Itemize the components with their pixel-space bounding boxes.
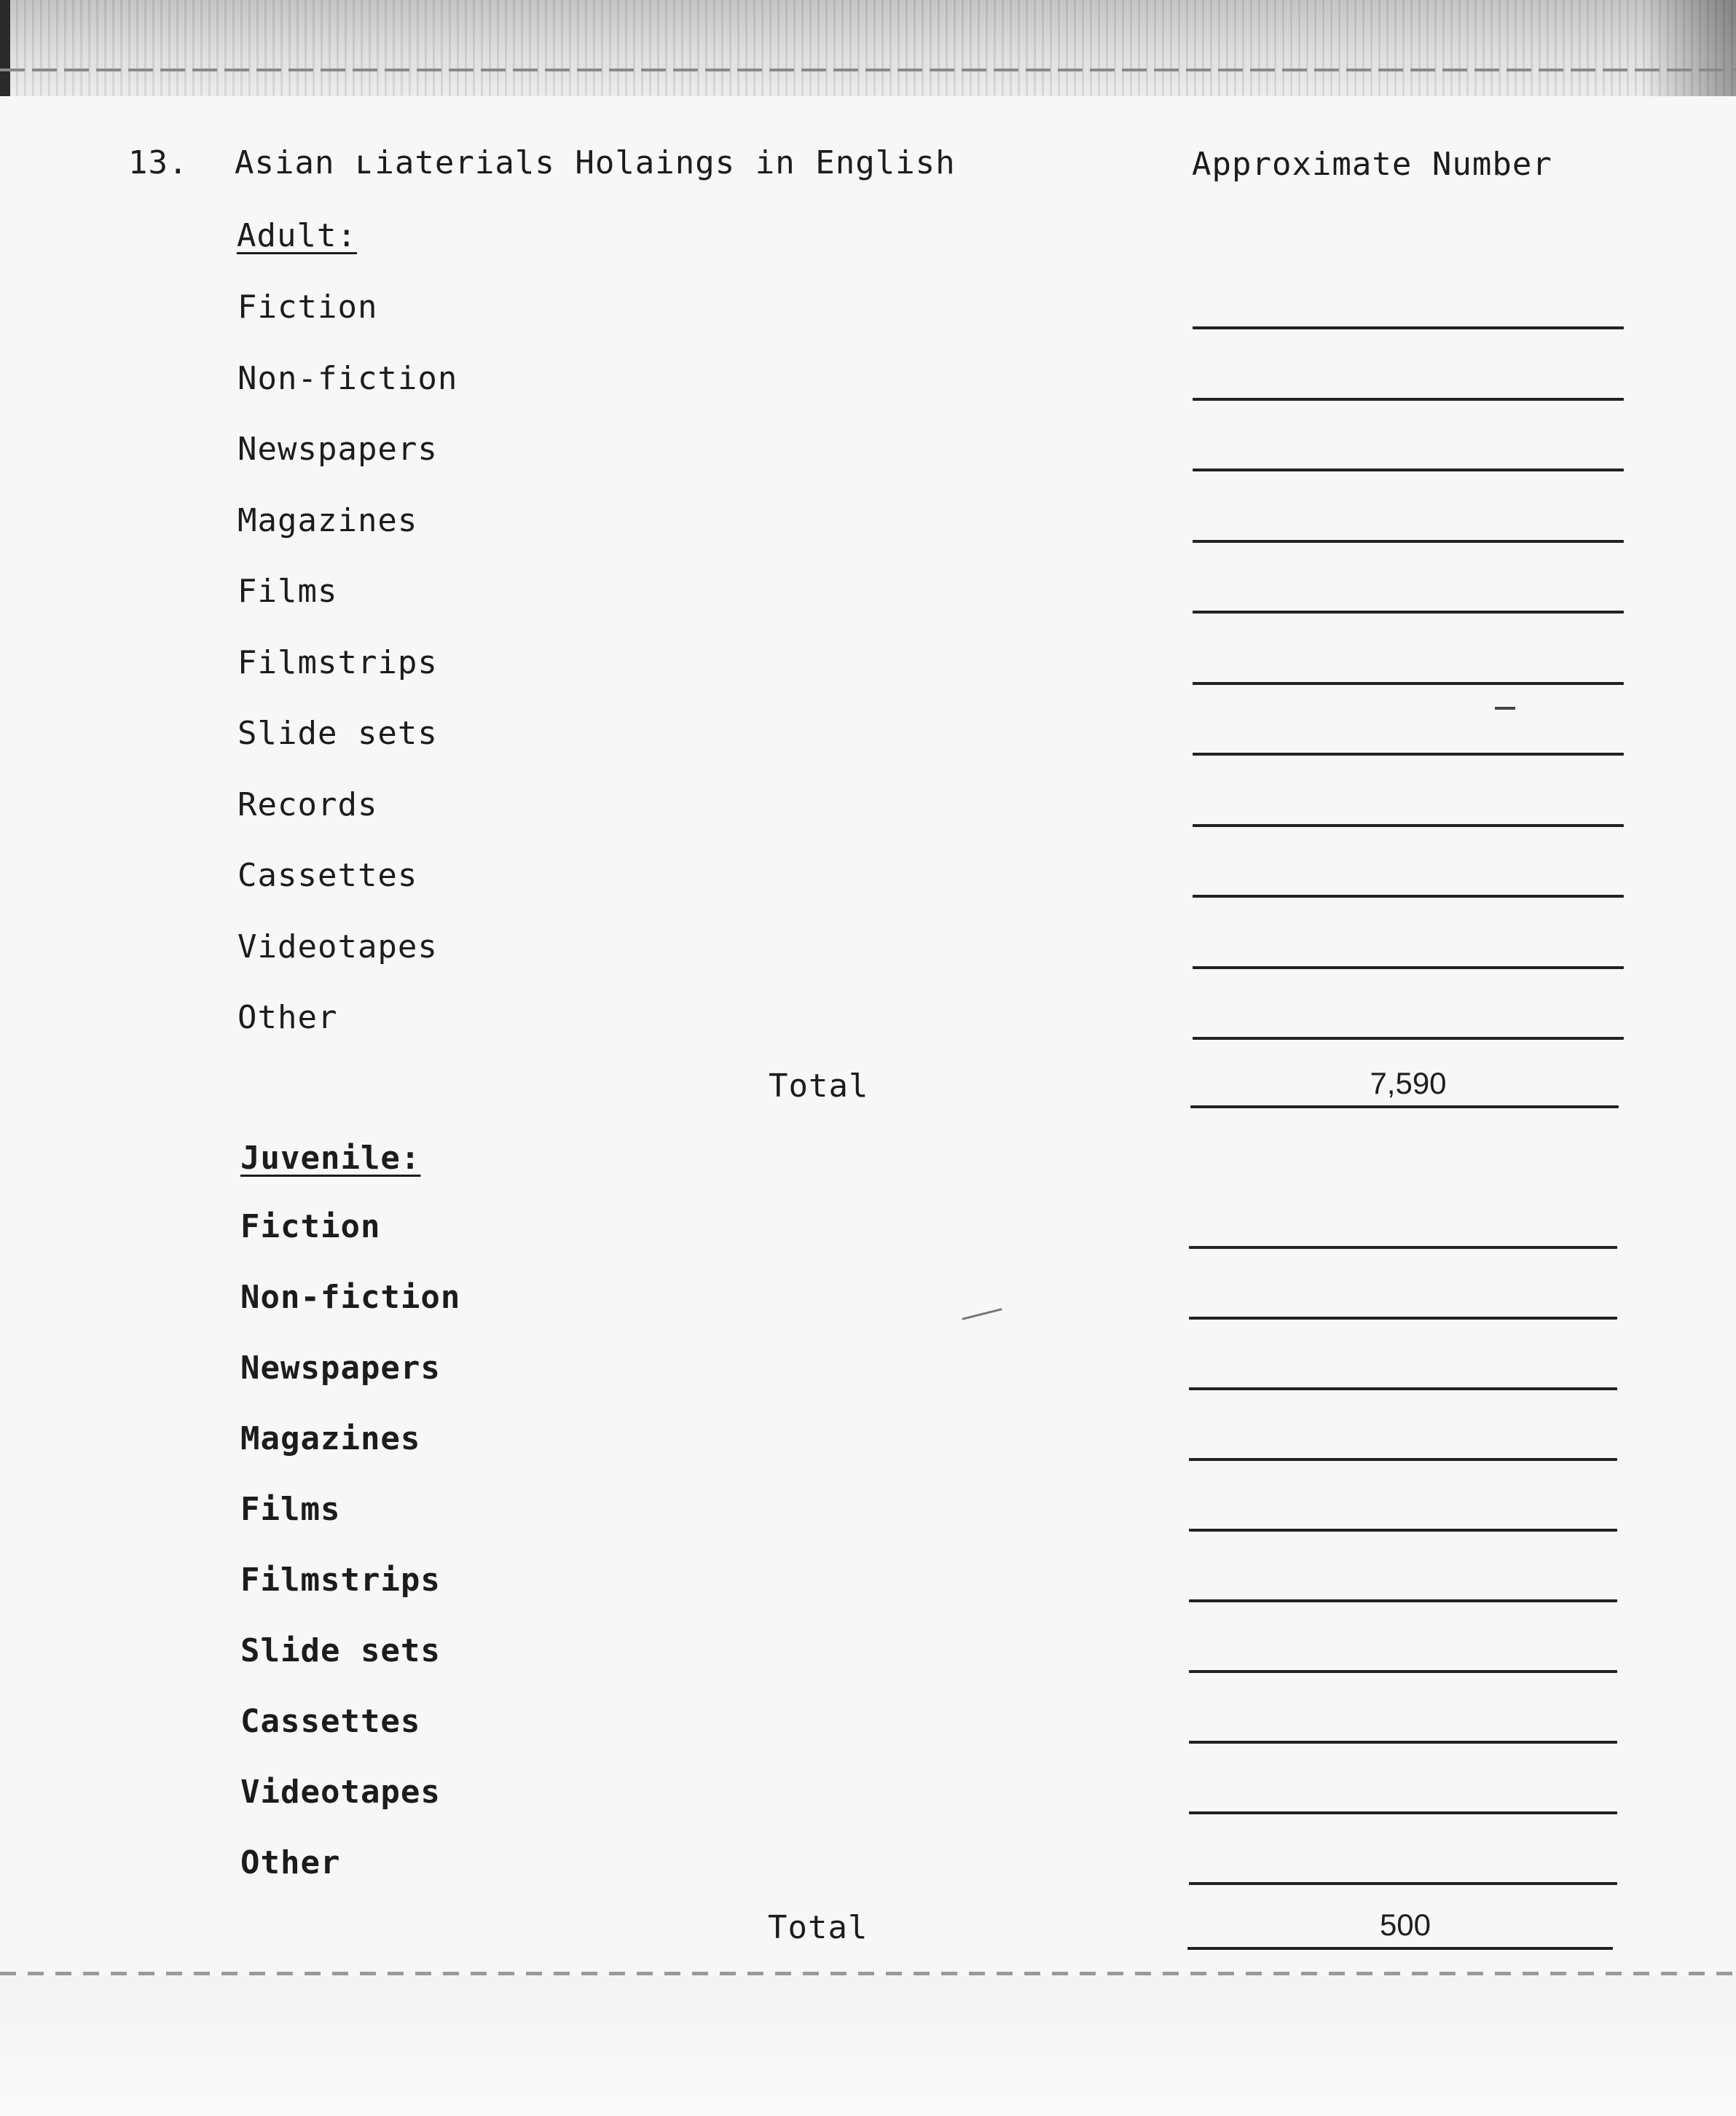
adult-total-label: Total xyxy=(769,1067,869,1105)
adult-item-label-newspapers: Newspapers xyxy=(237,431,438,468)
question-title: Asian ʟiaterials Holaings in English xyxy=(235,144,956,181)
adult-item-line-magazines xyxy=(1193,540,1624,543)
juvenile-item-line-films xyxy=(1189,1529,1617,1532)
adult-item-label-non-fiction: Non-fiction xyxy=(237,359,458,397)
adult-item-label-records: Records xyxy=(237,785,378,823)
adult-item-line-records xyxy=(1193,824,1624,827)
juvenile-item-label-films: Films xyxy=(240,1491,341,1528)
adult-item-line-cassettes xyxy=(1193,895,1624,898)
adult-item-label-films: Films xyxy=(237,573,338,610)
scan-bottom-edge xyxy=(0,1972,1736,1975)
question-number: 13. xyxy=(128,144,189,181)
juvenile-item-label-cassettes: Cassettes xyxy=(240,1703,421,1740)
juvenile-heading: Juvenile: xyxy=(240,1140,421,1177)
juvenile-item-label-fiction: Fiction xyxy=(240,1208,381,1245)
scan-right-shadow xyxy=(1641,0,1736,96)
adult-item-line-other xyxy=(1193,1037,1624,1040)
adult-item-label-filmstrips: Filmstrips xyxy=(237,643,438,681)
adult-item-line-slide-sets xyxy=(1193,753,1624,756)
adult-item-label-videotapes: Videotapes xyxy=(237,928,438,965)
adult-item-label-other: Other xyxy=(237,999,338,1036)
adult-item-label-fiction: Fiction xyxy=(237,289,378,326)
juvenile-item-label-videotapes: Videotapes xyxy=(240,1774,441,1811)
adult-total-line xyxy=(1190,1105,1619,1108)
juvenile-item-line-fiction xyxy=(1189,1246,1617,1249)
adult-item-label-cassettes: Cassettes xyxy=(237,857,418,894)
juvenile-total-value: 500 xyxy=(1379,1908,1431,1942)
juvenile-item-line-non-fiction xyxy=(1189,1317,1617,1320)
adult-item-line-newspapers xyxy=(1193,469,1624,471)
juvenile-item-line-magazines xyxy=(1189,1458,1617,1461)
scan-bottom-margin xyxy=(0,1976,1736,2116)
scan-speck xyxy=(962,1308,1002,1320)
juvenile-item-label-magazines: Magazines xyxy=(240,1420,421,1457)
scan-left-shadow xyxy=(0,0,10,96)
adult-item-label-magazines: Magazines xyxy=(237,501,418,539)
juvenile-item-line-cassettes xyxy=(1189,1741,1617,1744)
scan-speck xyxy=(1495,707,1515,710)
juvenile-item-line-videotapes xyxy=(1189,1811,1617,1814)
juvenile-item-line-newspapers xyxy=(1189,1387,1617,1390)
juvenile-item-label-non-fiction: Non-fiction xyxy=(240,1279,461,1316)
juvenile-item-line-filmstrips xyxy=(1189,1599,1617,1602)
juvenile-total-label: Total xyxy=(768,1909,868,1946)
column-header: Approximate Number xyxy=(1192,146,1552,183)
scan-top-dashed-line xyxy=(0,68,1736,71)
adult-item-line-fiction xyxy=(1193,326,1624,329)
adult-total-value: 7,590 xyxy=(1370,1066,1447,1100)
juvenile-item-line-slide-sets xyxy=(1189,1670,1617,1673)
adult-heading: Adult: xyxy=(237,217,357,254)
adult-item-line-videotapes xyxy=(1193,966,1624,969)
juvenile-item-label-newspapers: Newspapers xyxy=(240,1349,441,1387)
juvenile-item-label-filmstrips: Filmstrips xyxy=(240,1561,441,1599)
adult-item-line-non-fiction xyxy=(1193,398,1624,401)
juvenile-item-label-slide-sets: Slide sets xyxy=(240,1632,441,1669)
scan-top-edge xyxy=(0,0,1736,96)
juvenile-item-label-other: Other xyxy=(240,1844,341,1881)
adult-item-line-filmstrips xyxy=(1193,682,1624,685)
juvenile-item-line-other xyxy=(1189,1882,1617,1885)
adult-item-line-films xyxy=(1193,611,1624,614)
juvenile-total-line xyxy=(1187,1947,1613,1950)
adult-item-label-slide-sets: Slide sets xyxy=(237,715,438,752)
